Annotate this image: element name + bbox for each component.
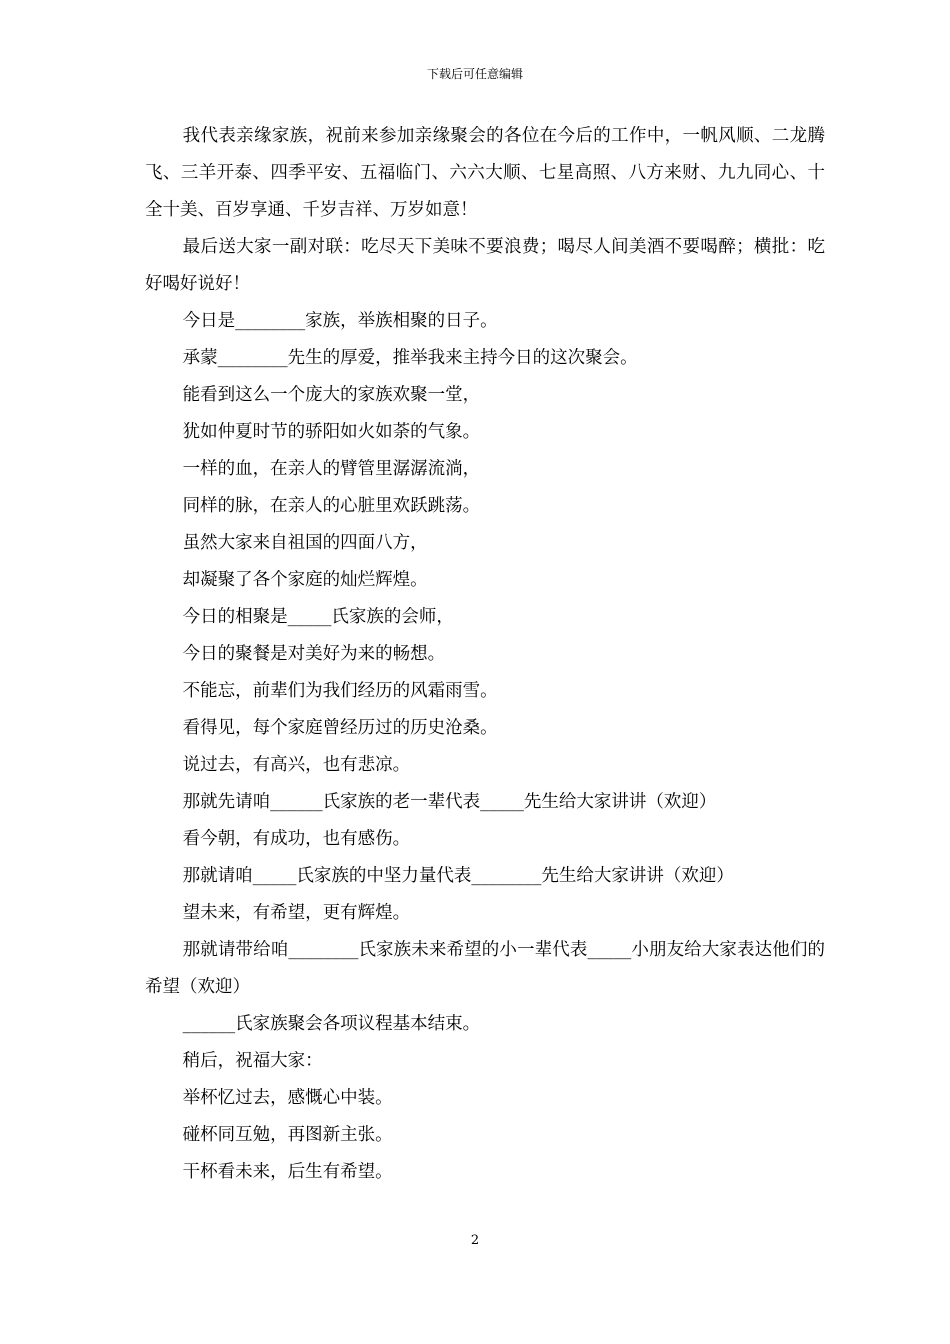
document-body [145,118,825,1191]
paragraph: 犹如仲夏时节的骄阳如火如荼的气象。 [182,422,481,442]
paragraph: 碰杯同互勉，再图新主张。 [182,1125,393,1145]
paragraph: 望未来，有希望，更有辉煌。 [182,903,411,923]
paragraph: 承蒙________先生的厚爱，推举我来主持今日的这次聚会。 [182,348,638,368]
paragraph: 说过去，有高兴，也有悲凉。 [182,755,411,775]
paragraph-blessings: 我代表亲缘家族，祝前来参加亲缘聚会的各位在今后的工作中，一帆风顺、二龙腾飞、三羊开泰、四季平安、五福临门、六六大顺、七星高照、八方来财、九九同心、十全十美、百岁享通、千岁吉祥、万岁如意！ [145,126,825,220]
paragraph: 看得见，每个家庭曾经历过的历史沧桑。 [182,718,498,738]
paragraph: 今日的聚餐是对美好为来的畅想。 [182,644,446,664]
paragraph: 同样的脉，在亲人的心脏里欢跃跳荡。 [182,496,481,516]
paragraph: 稍后，祝福大家： [182,1051,323,1071]
paragraph: 那就请咱_____氏家族的中坚力量代表________先生给大家讲讲（欢迎） [182,866,734,886]
paragraph: 虽然大家来自祖国的四面八方， [182,533,428,553]
paragraph: 一样的血，在亲人的臂管里潺潺流淌， [182,459,481,479]
paragraph: ______氏家族聚会各项议程基本结束。 [182,1014,481,1034]
paragraph: 举杯忆过去，感慨心中装。 [182,1088,393,1108]
paragraph: 看今朝，有成功，也有感伤。 [182,829,411,849]
paragraph: 能看到这么一个庞大的家族欢聚一堂， [182,385,481,405]
page-header: 下载后可任意编辑 [426,67,523,81]
paragraph: 不能忘，前辈们为我们经历的风霜雨雪。 [182,681,498,701]
paragraph-couplet: 最后送大家一副对联：吃尽天下美味不要浪费；喝尽人间美酒不要喝醉；横批：吃好喝好说好！ [145,237,825,294]
paragraph: 今日是________家族，举族相聚的日子。 [182,311,498,331]
paragraph: 那就请带给咱________氏家族未来希望的小一辈代表_____小朋友给大家表达他们的希望（欢迎） [145,940,825,997]
page-number: 2 [470,1233,480,1248]
paragraph: 干杯看未来，后生有希望。 [182,1162,393,1182]
paragraph: 却凝聚了各个家庭的灿烂辉煌。 [182,570,428,590]
paragraph: 那就先请咱______氏家族的老一辈代表_____先生给大家讲讲（欢迎） [182,792,717,812]
paragraph: 今日的相聚是_____氏家族的会师， [182,607,454,627]
